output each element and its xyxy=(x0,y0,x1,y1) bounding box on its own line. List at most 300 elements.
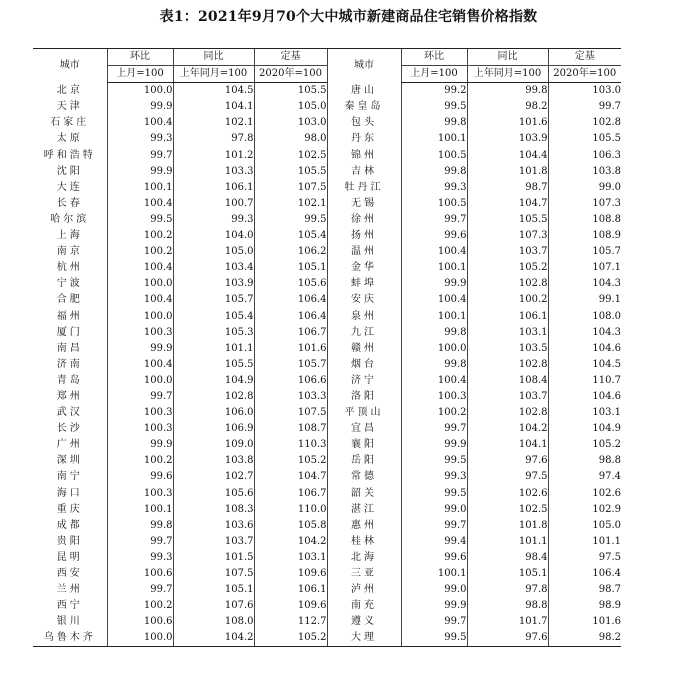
cell-left-city: 青岛 xyxy=(56,374,83,386)
cell-left-mom: 100.4 xyxy=(107,196,173,212)
header-mom-right: 环比 xyxy=(401,49,467,66)
cell-left-fixed: 103.3 xyxy=(254,389,327,405)
cell-right-mom: 99.3 xyxy=(401,469,467,485)
cell-right-fixed: 106.3 xyxy=(548,148,621,164)
cell-left-city: 乌鲁木齐 xyxy=(33,630,107,647)
cell-right-fixed: 104.6 xyxy=(548,341,621,357)
cell-right-fixed: 104.9 xyxy=(548,421,621,437)
table-row xyxy=(33,164,621,180)
cell-right-mom: 99.2 xyxy=(401,83,467,100)
cell-left-yoy: 101.2 xyxy=(173,148,254,164)
table-row xyxy=(33,309,621,325)
cell-right-yoy: 98.4 xyxy=(467,550,548,566)
cell-left-mom: 100.3 xyxy=(107,486,173,502)
cell-right-yoy: 97.5 xyxy=(467,469,548,485)
cell-left-yoy: 107.6 xyxy=(173,598,254,614)
cell-left-city: 济南 xyxy=(56,358,83,370)
cell-right-mom: 100.3 xyxy=(401,389,467,405)
table-row xyxy=(33,196,621,212)
cell-right-yoy: 103.5 xyxy=(467,341,548,357)
cell-right-mom: 99.4 xyxy=(401,534,467,550)
cell-left-yoy: 104.1 xyxy=(173,99,254,115)
cell-right-yoy: 105.5 xyxy=(467,212,548,228)
cell-right-yoy: 97.8 xyxy=(467,582,548,598)
header-yoy-base-left: 上年同月=100 xyxy=(173,66,254,83)
table-row xyxy=(33,131,621,147)
cell-right-mom: 99.5 xyxy=(401,453,467,469)
cell-right-yoy: 102.8 xyxy=(467,276,548,292)
cell-right-city: 平顶山 xyxy=(327,405,401,421)
cell-left-city: 昆明 xyxy=(56,551,83,563)
cell-right-mom: 99.5 xyxy=(401,486,467,502)
cell-right-city: 牡丹江 xyxy=(327,180,401,196)
cell-left-fixed: 105.5 xyxy=(254,83,327,100)
table-row xyxy=(33,228,621,244)
cell-right-mom: 99.8 xyxy=(401,164,467,180)
table-row xyxy=(33,115,621,131)
table-row xyxy=(33,566,621,582)
cell-right-yoy: 104.2 xyxy=(467,421,548,437)
cell-right-fixed: 99.7 xyxy=(548,99,621,115)
cell-right-yoy: 103.9 xyxy=(467,131,548,147)
table-row xyxy=(33,357,621,373)
cell-right-yoy: 100.2 xyxy=(467,292,548,308)
cell-right-city: 蚌埠 xyxy=(327,276,401,292)
cell-right-yoy: 104.4 xyxy=(467,148,548,164)
cell-left-mom: 100.4 xyxy=(107,115,173,131)
cell-right-fixed: 102.8 xyxy=(548,115,621,131)
header-city-right: 城市 xyxy=(327,49,401,83)
cell-right-city: 桂林 xyxy=(327,534,401,550)
cell-left-mom: 100.2 xyxy=(107,244,173,260)
cell-right-yoy: 108.4 xyxy=(467,373,548,389)
cell-right-city: 金华 xyxy=(327,260,401,276)
cell-left-mom: 100.6 xyxy=(107,566,173,582)
table-row xyxy=(33,341,621,357)
cell-right-city: 韶关 xyxy=(327,486,401,502)
cell-left-city: 西宁 xyxy=(56,600,83,612)
cell-right-fixed: 110.7 xyxy=(548,373,621,389)
cell-right-fixed: 104.6 xyxy=(548,389,621,405)
cell-left-fixed: 106.1 xyxy=(254,582,327,598)
cell-right-yoy: 102.5 xyxy=(467,502,548,518)
table-row xyxy=(33,212,621,228)
cell-left-fixed: 106.4 xyxy=(254,309,327,325)
cell-right-city: 九江 xyxy=(327,325,401,341)
cell-left-mom: 99.7 xyxy=(107,534,173,550)
cell-right-yoy: 101.8 xyxy=(467,164,548,180)
cell-right-yoy: 105.2 xyxy=(467,260,548,276)
cell-right-fixed: 108.0 xyxy=(548,309,621,325)
cell-right-fixed: 99.0 xyxy=(548,180,621,196)
cell-left-fixed: 112.7 xyxy=(254,614,327,630)
cell-left-fixed: 105.1 xyxy=(254,260,327,276)
table-row xyxy=(33,276,621,292)
cell-left-city: 太原 xyxy=(56,133,83,145)
cell-right-city: 秦皇岛 xyxy=(327,99,401,115)
cell-left-mom: 99.9 xyxy=(107,164,173,180)
cell-left-yoy: 106.0 xyxy=(173,405,254,421)
table-row xyxy=(33,325,621,341)
header-fixed-base-left: 2020年=100 xyxy=(254,66,327,83)
cell-right-fixed: 107.1 xyxy=(548,260,621,276)
cell-right-city: 南充 xyxy=(327,598,401,614)
cell-right-city: 岳阳 xyxy=(327,453,401,469)
cell-right-fixed: 98.8 xyxy=(548,453,621,469)
cell-left-yoy: 104.9 xyxy=(173,373,254,389)
cell-right-fixed: 105.5 xyxy=(548,131,621,147)
cell-left-city: 天津 xyxy=(56,101,83,113)
cell-left-mom: 100.0 xyxy=(107,276,173,292)
cell-right-city: 北海 xyxy=(327,550,401,566)
cell-left-mom: 99.7 xyxy=(107,582,173,598)
cell-right-city: 烟台 xyxy=(327,357,401,373)
cell-left-fixed: 105.8 xyxy=(254,518,327,534)
cell-left-fixed: 105.2 xyxy=(254,630,327,647)
cell-left-mom: 99.9 xyxy=(107,437,173,453)
cell-left-yoy: 103.6 xyxy=(173,518,254,534)
cell-right-city: 常德 xyxy=(327,469,401,485)
cell-left-city: 长沙 xyxy=(56,423,83,435)
cell-left-mom: 100.1 xyxy=(107,502,173,518)
cell-right-mom: 99.9 xyxy=(401,437,467,453)
header-yoy-right: 同比 xyxy=(467,49,548,66)
cell-right-mom: 100.4 xyxy=(401,292,467,308)
cell-left-yoy: 102.8 xyxy=(173,389,254,405)
cell-right-mom: 100.0 xyxy=(401,341,467,357)
price-index-table xyxy=(33,48,621,647)
cell-right-fixed: 107.3 xyxy=(548,196,621,212)
cell-left-fixed: 105.6 xyxy=(254,276,327,292)
cell-left-yoy: 106.9 xyxy=(173,421,254,437)
cell-left-yoy: 106.1 xyxy=(173,180,254,196)
cell-left-mom: 100.0 xyxy=(107,373,173,389)
cell-right-yoy: 97.6 xyxy=(467,453,548,469)
table-row xyxy=(33,437,621,453)
table-row xyxy=(33,534,621,550)
page-title: 表1：2021年9月70个大中城市新建商品住宅销售价格指数 xyxy=(159,9,538,25)
cell-left-fixed: 105.2 xyxy=(254,453,327,469)
cell-right-mom: 100.4 xyxy=(401,244,467,260)
cell-left-mom: 99.7 xyxy=(107,148,173,164)
cell-left-mom: 100.0 xyxy=(107,83,173,100)
cell-left-yoy: 103.3 xyxy=(173,164,254,180)
cell-left-yoy: 102.1 xyxy=(173,115,254,131)
cell-right-yoy: 104.7 xyxy=(467,196,548,212)
cell-right-mom: 99.9 xyxy=(401,598,467,614)
cell-left-mom: 99.9 xyxy=(107,99,173,115)
cell-left-city: 西安 xyxy=(56,568,83,579)
cell-left-yoy: 105.7 xyxy=(173,292,254,308)
table-row xyxy=(33,389,621,405)
cell-left-fixed: 107.5 xyxy=(254,180,327,196)
cell-left-city: 杭州 xyxy=(56,262,83,274)
cell-left-mom: 99.7 xyxy=(107,389,173,405)
cell-left-yoy: 108.3 xyxy=(173,502,254,518)
cell-left-city: 郑州 xyxy=(56,390,83,402)
cell-right-city: 扬州 xyxy=(327,228,401,244)
cell-left-city: 合肥 xyxy=(56,294,83,306)
cell-right-city: 大理 xyxy=(327,630,401,647)
table-row xyxy=(33,614,621,630)
cell-left-fixed: 107.5 xyxy=(254,405,327,421)
cell-right-city: 泸州 xyxy=(327,582,401,598)
cell-right-mom: 99.0 xyxy=(401,502,467,518)
cell-left-mom: 100.4 xyxy=(107,357,173,373)
cell-left-yoy: 107.5 xyxy=(173,566,254,582)
table-row xyxy=(33,99,621,115)
cell-right-fixed: 108.9 xyxy=(548,228,621,244)
cell-left-yoy: 100.7 xyxy=(173,196,254,212)
header-yoy-left: 同比 xyxy=(173,49,254,66)
cell-right-mom: 99.5 xyxy=(401,99,467,115)
cell-left-yoy: 105.6 xyxy=(173,486,254,502)
cell-right-fixed: 98.2 xyxy=(548,630,621,647)
cell-right-city: 泉州 xyxy=(327,309,401,325)
cell-right-yoy: 98.2 xyxy=(467,99,548,115)
cell-right-fixed: 105.0 xyxy=(548,518,621,534)
table-row xyxy=(33,453,621,469)
table-row xyxy=(33,630,621,647)
cell-right-city: 包头 xyxy=(327,115,401,131)
cell-right-mom: 100.1 xyxy=(401,309,467,325)
cell-right-mom: 99.7 xyxy=(401,518,467,534)
cell-left-city: 银川 xyxy=(56,616,83,628)
cell-left-fixed: 109.6 xyxy=(254,598,327,614)
cell-right-yoy: 103.7 xyxy=(467,244,548,260)
cell-right-yoy: 102.8 xyxy=(467,405,548,421)
cell-right-city: 吉林 xyxy=(327,164,401,180)
table-row xyxy=(33,260,621,276)
cell-left-fixed: 104.7 xyxy=(254,469,327,485)
cell-right-yoy: 101.8 xyxy=(467,518,548,534)
cell-right-city: 湛江 xyxy=(327,502,401,518)
cell-right-yoy: 101.1 xyxy=(467,534,548,550)
header-mom-base-left: 上月=100 xyxy=(107,66,173,83)
header-mom-base-right: 上月=100 xyxy=(401,66,467,83)
cell-right-mom: 99.7 xyxy=(401,614,467,630)
cell-right-city: 安庆 xyxy=(327,292,401,308)
cell-left-yoy: 99.3 xyxy=(173,212,254,228)
cell-left-mom: 100.2 xyxy=(107,598,173,614)
cell-left-mom: 100.2 xyxy=(107,228,173,244)
cell-right-mom: 100.2 xyxy=(401,405,467,421)
cell-right-yoy: 107.3 xyxy=(467,228,548,244)
cell-left-city: 哈尔滨 xyxy=(50,213,90,225)
cell-left-mom: 100.0 xyxy=(107,630,173,647)
cell-right-fixed: 104.3 xyxy=(548,276,621,292)
cell-right-city: 遵义 xyxy=(327,614,401,630)
cell-right-city: 襄阳 xyxy=(327,437,401,453)
cell-right-fixed: 102.9 xyxy=(548,502,621,518)
cell-right-mom: 100.1 xyxy=(401,131,467,147)
cell-left-mom: 99.9 xyxy=(107,341,173,357)
table-row xyxy=(33,180,621,196)
header-city-left: 城市 xyxy=(33,49,107,83)
header-fixed-base-right: 2020年=100 xyxy=(548,66,621,83)
cell-left-fixed: 104.2 xyxy=(254,534,327,550)
table-row xyxy=(33,550,621,566)
cell-right-yoy: 99.8 xyxy=(467,83,548,100)
cell-left-city: 沈阳 xyxy=(56,165,83,177)
cell-left-fixed: 103.1 xyxy=(254,550,327,566)
cell-left-fixed: 98.0 xyxy=(254,131,327,147)
cell-left-fixed: 105.4 xyxy=(254,228,327,244)
cell-left-city: 贵阳 xyxy=(56,535,83,547)
table-row xyxy=(33,421,621,437)
cell-left-mom: 100.0 xyxy=(107,309,173,325)
cell-right-fixed: 104.3 xyxy=(548,325,621,341)
cell-left-city: 海口 xyxy=(56,487,83,499)
cell-left-mom: 99.5 xyxy=(107,212,173,228)
cell-left-city: 南宁 xyxy=(56,471,83,483)
cell-left-city: 南京 xyxy=(56,246,83,258)
cell-right-city: 赣州 xyxy=(327,341,401,357)
cell-right-yoy: 104.1 xyxy=(467,437,548,453)
cell-right-mom: 99.8 xyxy=(401,115,467,131)
cell-left-yoy: 108.0 xyxy=(173,614,254,630)
cell-right-mom: 100.5 xyxy=(401,196,467,212)
header-fixed-left: 定基 xyxy=(254,49,327,66)
cell-left-fixed: 102.1 xyxy=(254,196,327,212)
cell-right-yoy: 101.6 xyxy=(467,115,548,131)
cell-left-city: 福州 xyxy=(56,310,83,322)
cell-left-mom: 99.6 xyxy=(107,469,173,485)
cell-left-yoy: 109.0 xyxy=(173,437,254,453)
cell-left-fixed: 102.5 xyxy=(254,148,327,164)
cell-right-fixed: 98.9 xyxy=(548,598,621,614)
cell-left-mom: 100.6 xyxy=(107,614,173,630)
cell-left-fixed: 99.5 xyxy=(254,212,327,228)
cell-left-yoy: 101.1 xyxy=(173,341,254,357)
cell-left-mom: 100.3 xyxy=(107,421,173,437)
cell-left-mom: 99.3 xyxy=(107,550,173,566)
cell-right-mom: 99.5 xyxy=(401,630,467,647)
cell-left-fixed: 109.6 xyxy=(254,566,327,582)
cell-right-yoy: 97.6 xyxy=(467,630,548,647)
table-row xyxy=(33,598,621,614)
cell-left-fixed: 108.7 xyxy=(254,421,327,437)
cell-left-yoy: 105.4 xyxy=(173,309,254,325)
cell-right-mom: 99.0 xyxy=(401,582,467,598)
cell-left-yoy: 105.1 xyxy=(173,582,254,598)
cell-right-yoy: 102.8 xyxy=(467,357,548,373)
cell-left-city: 上海 xyxy=(56,230,83,242)
table-row xyxy=(33,405,621,421)
cell-left-yoy: 103.4 xyxy=(173,260,254,276)
cell-right-fixed: 97.4 xyxy=(548,469,621,485)
header-mom-left: 环比 xyxy=(107,49,173,66)
header-yoy-base-right: 上年同月=100 xyxy=(467,66,548,83)
cell-right-fixed: 101.1 xyxy=(548,534,621,550)
cell-left-fixed: 106.6 xyxy=(254,373,327,389)
cell-right-mom: 99.8 xyxy=(401,325,467,341)
cell-right-fixed: 103.1 xyxy=(548,405,621,421)
cell-left-city: 兰州 xyxy=(56,584,83,596)
cell-left-fixed: 105.0 xyxy=(254,99,327,115)
cell-left-city: 呼和浩特 xyxy=(43,149,96,161)
cell-left-city: 武汉 xyxy=(56,407,83,419)
cell-right-fixed: 108.8 xyxy=(548,212,621,228)
cell-left-mom: 100.3 xyxy=(107,405,173,421)
table-row xyxy=(33,486,621,502)
cell-right-yoy: 103.1 xyxy=(467,325,548,341)
cell-left-fixed: 106.7 xyxy=(254,325,327,341)
cell-left-yoy: 101.5 xyxy=(173,550,254,566)
cell-left-yoy: 103.8 xyxy=(173,453,254,469)
table-row xyxy=(33,148,621,164)
cell-right-city: 惠州 xyxy=(327,518,401,534)
cell-right-city: 唐山 xyxy=(327,83,401,100)
cell-right-city: 洛阳 xyxy=(327,389,401,405)
cell-right-city: 温州 xyxy=(327,244,401,260)
cell-right-fixed: 106.4 xyxy=(548,566,621,582)
cell-left-city: 宁波 xyxy=(56,278,83,290)
cell-left-mom: 99.8 xyxy=(107,518,173,534)
cell-right-mom: 99.6 xyxy=(401,550,467,566)
cell-left-city: 北京 xyxy=(56,84,83,96)
cell-left-fixed: 106.2 xyxy=(254,244,327,260)
cell-left-yoy: 97.8 xyxy=(173,131,254,147)
cell-left-city: 大连 xyxy=(56,181,83,193)
cell-left-fixed: 101.6 xyxy=(254,341,327,357)
cell-left-city: 厦门 xyxy=(56,326,83,338)
table-row xyxy=(33,582,621,598)
cell-left-yoy: 104.2 xyxy=(173,630,254,647)
cell-right-yoy: 98.7 xyxy=(467,180,548,196)
cell-left-yoy: 105.5 xyxy=(173,357,254,373)
cell-right-fixed: 104.5 xyxy=(548,357,621,373)
cell-left-mom: 100.3 xyxy=(107,325,173,341)
cell-left-city: 深圳 xyxy=(56,455,83,467)
cell-right-fixed: 102.6 xyxy=(548,486,621,502)
cell-left-yoy: 103.9 xyxy=(173,276,254,292)
cell-right-city: 三亚 xyxy=(327,566,401,582)
cell-left-city: 长春 xyxy=(56,197,83,209)
cell-left-fixed: 106.4 xyxy=(254,292,327,308)
cell-left-mom: 100.2 xyxy=(107,453,173,469)
cell-left-mom: 100.1 xyxy=(107,180,173,196)
cell-left-mom: 99.3 xyxy=(107,131,173,147)
cell-right-mom: 100.5 xyxy=(401,148,467,164)
cell-right-city: 济宁 xyxy=(327,373,401,389)
cell-right-mom: 99.8 xyxy=(401,357,467,373)
cell-left-fixed: 103.0 xyxy=(254,115,327,131)
table-row xyxy=(33,83,621,100)
cell-right-fixed: 105.2 xyxy=(548,437,621,453)
cell-left-yoy: 104.0 xyxy=(173,228,254,244)
cell-right-city: 宜昌 xyxy=(327,421,401,437)
cell-left-city: 广州 xyxy=(56,439,83,451)
cell-right-mom: 100.1 xyxy=(401,566,467,582)
cell-right-mom: 100.1 xyxy=(401,260,467,276)
cell-left-fixed: 110.0 xyxy=(254,502,327,518)
cell-left-yoy: 102.7 xyxy=(173,469,254,485)
cell-left-fixed: 106.7 xyxy=(254,486,327,502)
cell-left-yoy: 105.0 xyxy=(173,244,254,260)
cell-right-yoy: 105.1 xyxy=(467,566,548,582)
cell-right-yoy: 106.1 xyxy=(467,309,548,325)
cell-left-mom: 100.4 xyxy=(107,292,173,308)
cell-left-yoy: 105.3 xyxy=(173,325,254,341)
cell-left-yoy: 104.5 xyxy=(173,83,254,100)
cell-right-yoy: 101.7 xyxy=(467,614,548,630)
table-row xyxy=(33,469,621,485)
cell-right-city: 丹东 xyxy=(327,131,401,147)
cell-left-city: 成都 xyxy=(56,519,83,531)
cell-right-city: 徐州 xyxy=(327,212,401,228)
cell-right-fixed: 105.7 xyxy=(548,244,621,260)
